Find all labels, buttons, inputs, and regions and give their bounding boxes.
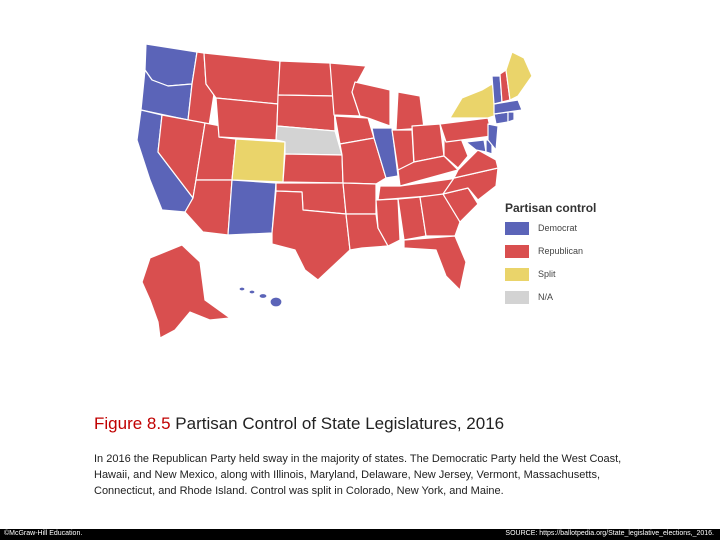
state-arkansas [343, 183, 376, 214]
legend-swatch-split [505, 268, 529, 281]
figure-title [94, 414, 504, 434]
state-ohio [412, 124, 444, 162]
state-north-dakota [278, 61, 334, 96]
hawaii-island-kauai [239, 287, 245, 291]
copyright-text: ©McGraw-Hill Education. [4, 530, 83, 537]
state-maryland [466, 140, 486, 152]
footer-bar [0, 529, 720, 540]
state-pennsylvania [440, 118, 492, 142]
state-alaska [142, 245, 230, 338]
state-wyoming [216, 98, 278, 140]
state-michigan [396, 92, 424, 130]
state-rhode-island [508, 112, 514, 122]
figure-title-text: Partisan Control of State Legislatures, 2016 [170, 414, 505, 433]
hawaii-island-maui [259, 294, 267, 299]
hawaii-island-big-island [270, 297, 282, 307]
hawaii-island-oahu [249, 290, 255, 294]
state-south-dakota [277, 95, 335, 131]
legend-title: Partisan control [505, 201, 597, 215]
state-nebraska [276, 126, 342, 155]
legend-label-democrat: Democrat [538, 223, 578, 233]
state-florida [404, 236, 466, 290]
legend-label-split: Split [538, 269, 556, 279]
figure-number: Figure 8.5 [94, 414, 171, 433]
state-new-mexico [228, 180, 276, 235]
state-maine [506, 52, 532, 100]
legend-label-republican: Republican [538, 246, 584, 256]
map-legend [497, 193, 619, 311]
state-kansas [283, 154, 343, 183]
legend-swatch-na [505, 291, 529, 304]
state-hawaii [239, 287, 282, 307]
state-montana [204, 53, 280, 104]
source-text: SOURCE: https://ballotpedia.org/State_legislative_elections,_2016. [505, 530, 714, 537]
legend-swatch-democrat [505, 222, 529, 235]
legend-label-na: N/A [538, 292, 554, 302]
state-colorado [232, 139, 285, 182]
figure-caption: In 2016 the Republican Party held sway in the majority of states. The Democratic Party held the West Coast, Hawaii, and New Mexico, along with Illinois, Maryland, Delaware, New Jersey, Vermont, Massachusetts, Connecticut, and Rhode Island. Control was split in Colorado, New York, and Maine. [94, 453, 622, 497]
legend-swatch-republican [505, 245, 529, 258]
